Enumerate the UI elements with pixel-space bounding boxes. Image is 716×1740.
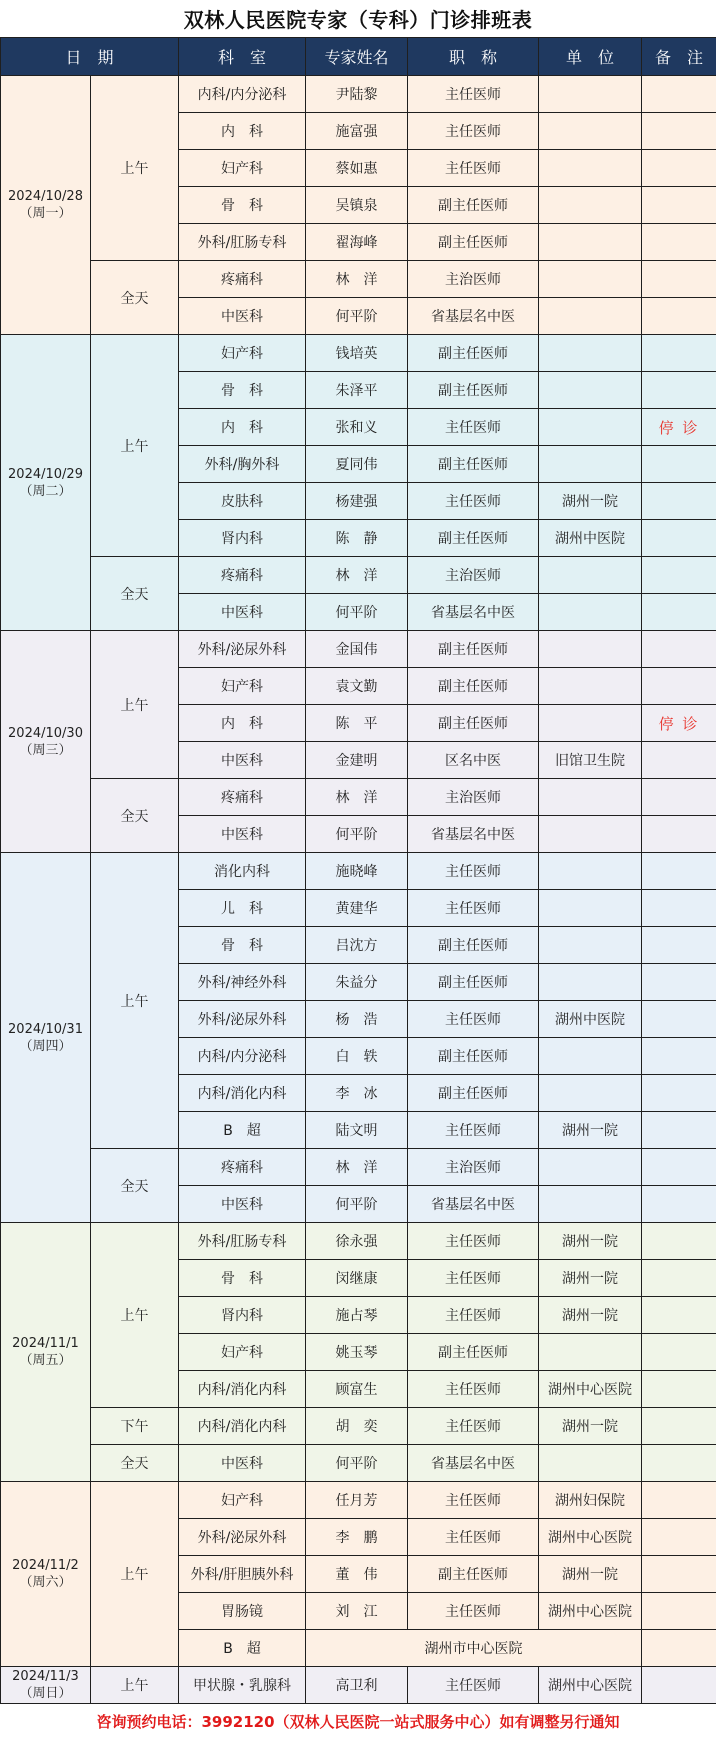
unit-cell: 湖州中心医院 <box>539 1371 642 1408</box>
title-cell: 省基层名中医 <box>408 298 539 335</box>
dept-cell: 儿 科 <box>179 890 306 927</box>
doctor-cell: 姚玉琴 <box>306 1334 408 1371</box>
period-cell: 上午 <box>91 631 179 779</box>
remark-cell <box>642 1297 716 1334</box>
title-cell: 省基层名中医 <box>408 594 539 631</box>
title-cell: 主任医师 <box>408 890 539 927</box>
title-cell: 主治医师 <box>408 1149 539 1186</box>
merged-info-cell: 湖州市中心医院 <box>306 1630 642 1667</box>
title-cell: 主任医师 <box>408 1482 539 1519</box>
weekday-text: （周六） <box>19 1575 72 1590</box>
unit-cell: 湖州一院 <box>539 1112 642 1149</box>
dept-cell: 妇产科 <box>179 1482 306 1519</box>
unit-cell <box>539 890 642 927</box>
title-cell: 副主任医师 <box>408 520 539 557</box>
date-cell <box>1 76 91 335</box>
dept-cell: 肾内科 <box>179 520 306 557</box>
remark-cell <box>642 853 716 890</box>
unit-cell: 湖州一院 <box>539 1556 642 1593</box>
unit-cell <box>539 594 642 631</box>
title-cell: 副主任医师 <box>408 927 539 964</box>
remark-cell: 停 诊 <box>642 409 716 446</box>
remark-cell <box>642 1593 716 1630</box>
dept-cell: 中医科 <box>179 298 306 335</box>
unit-cell <box>539 779 642 816</box>
title-cell: 主任医师 <box>408 150 539 187</box>
remark-cell <box>642 1334 716 1371</box>
title-cell: 副主任医师 <box>408 631 539 668</box>
title-cell: 主任医师 <box>408 76 539 113</box>
remark-cell <box>642 1408 716 1445</box>
table-row <box>1 1482 716 1519</box>
weekday-text: （周三） <box>19 742 72 758</box>
unit-cell <box>539 409 642 446</box>
unit-cell: 湖州一院 <box>539 483 642 520</box>
doctor-cell: 吴镇泉 <box>306 187 408 224</box>
page-title: 双林人民医院专家（专科）门诊排班表 <box>183 8 533 32</box>
remark-cell <box>642 1223 716 1260</box>
header-dept: 科 室 <box>179 38 306 76</box>
date-text: 2024/11/1 <box>12 1336 79 1351</box>
unit-cell <box>539 298 642 335</box>
title-cell: 主任医师 <box>408 853 539 890</box>
title-cell: 副主任医师 <box>408 224 539 261</box>
doctor-cell: 李 鹏 <box>306 1519 408 1556</box>
title-cell: 省基层名中医 <box>408 1186 539 1223</box>
date-text: 2024/11/2 <box>12 1558 79 1573</box>
doctor-cell: 何平阶 <box>306 298 408 335</box>
doctor-cell: 刘 江 <box>306 1593 408 1630</box>
period-cell: 上午 <box>91 853 179 1149</box>
doctor-cell: 何平阶 <box>306 594 408 631</box>
period-cell: 上午 <box>91 1482 179 1667</box>
remark-cell <box>642 816 716 853</box>
remark-cell <box>642 1149 716 1186</box>
dept-cell: 妇产科 <box>179 335 306 372</box>
title-cell: 主任医师 <box>408 1297 539 1334</box>
title-cell: 主治医师 <box>408 779 539 816</box>
doctor-cell: 袁文勤 <box>306 668 408 705</box>
doctor-cell: 高卫利 <box>306 1667 408 1704</box>
remark-cell <box>642 1445 716 1482</box>
unit-cell: 湖州妇保院 <box>539 1482 642 1519</box>
weekday-text: （周日） <box>19 1686 72 1701</box>
doctor-cell: 陆文明 <box>306 1112 408 1149</box>
header-doctor: 专家姓名 <box>306 38 408 76</box>
date-text: 2024/10/30 <box>8 725 83 741</box>
table-row <box>1 261 716 298</box>
dept-cell: 妇产科 <box>179 668 306 705</box>
table-row <box>1 1149 716 1186</box>
title-cell: 副主任医师 <box>408 335 539 372</box>
remark-cell <box>642 668 716 705</box>
title-cell: 主任医师 <box>408 113 539 150</box>
table-row <box>1 1408 716 1445</box>
table-row <box>1 1445 716 1482</box>
title-cell: 主任医师 <box>408 1260 539 1297</box>
title-cell: 省基层名中医 <box>408 816 539 853</box>
remark-cell <box>642 298 716 335</box>
doctor-cell: 金国伟 <box>306 631 408 668</box>
header-unit: 单 位 <box>539 38 642 76</box>
title-cell: 主任医师 <box>408 1593 539 1630</box>
table-row <box>1 557 716 594</box>
period-cell: 全天 <box>91 557 179 631</box>
doctor-cell: 蔡如惠 <box>306 150 408 187</box>
title-cell: 副主任医师 <box>408 1075 539 1112</box>
weekday-text: （周一） <box>19 206 72 221</box>
doctor-cell: 董 伟 <box>306 1556 408 1593</box>
doctor-cell: 何平阶 <box>306 1445 408 1482</box>
dept-cell: B 超 <box>179 1630 306 1667</box>
doctor-cell: 夏同伟 <box>306 446 408 483</box>
unit-cell <box>539 1149 642 1186</box>
dept-cell: 骨 科 <box>179 1260 306 1297</box>
table-row <box>1 1667 716 1704</box>
unit-cell <box>539 224 642 261</box>
doctor-cell: 林 洋 <box>306 261 408 298</box>
remark-cell <box>642 1038 716 1075</box>
weekday-text: （周四） <box>19 1038 72 1054</box>
unit-cell: 湖州一院 <box>539 1297 642 1334</box>
remark-cell <box>642 1001 716 1038</box>
title-cell: 主任医师 <box>408 1667 539 1704</box>
title-cell: 主任医师 <box>408 1519 539 1556</box>
dept-cell: 内科/消化内科 <box>179 1075 306 1112</box>
doctor-cell: 尹陆黎 <box>306 76 408 113</box>
remark-cell <box>642 557 716 594</box>
doctor-cell: 朱泽平 <box>306 372 408 409</box>
title-cell: 主任医师 <box>408 1371 539 1408</box>
table-row <box>1 1223 716 1260</box>
date-cell <box>1 335 91 631</box>
remark-cell <box>642 483 716 520</box>
remark-cell <box>642 594 716 631</box>
unit-cell <box>539 816 642 853</box>
doctor-cell: 吕沈方 <box>306 927 408 964</box>
unit-cell: 湖州中心医院 <box>539 1519 642 1556</box>
dept-cell: 妇产科 <box>179 150 306 187</box>
remark-cell <box>642 372 716 409</box>
unit-cell <box>539 1186 642 1223</box>
unit-cell <box>539 76 642 113</box>
title-cell: 副主任医师 <box>408 1334 539 1371</box>
title-cell: 副主任医师 <box>408 1038 539 1075</box>
dept-cell: 妇产科 <box>179 1334 306 1371</box>
period-cell: 全天 <box>91 1149 179 1223</box>
date-cell <box>1 853 91 1223</box>
remark-cell <box>642 187 716 224</box>
unit-cell <box>539 557 642 594</box>
dept-cell: 骨 科 <box>179 187 306 224</box>
doctor-cell: 陈 平 <box>306 705 408 742</box>
title-cell: 主任医师 <box>408 1112 539 1149</box>
schedule-table <box>0 37 716 1704</box>
unit-cell <box>539 927 642 964</box>
weekday-text: （周五） <box>19 1353 72 1368</box>
unit-cell <box>539 446 642 483</box>
remark-cell <box>642 1482 716 1519</box>
header-date: 日 期 <box>1 38 179 76</box>
unit-cell <box>539 150 642 187</box>
title-cell: 主任医师 <box>408 409 539 446</box>
doctor-cell: 胡 奕 <box>306 1408 408 1445</box>
remark-cell <box>642 1186 716 1223</box>
doctor-cell: 何平阶 <box>306 816 408 853</box>
title-cell: 副主任医师 <box>408 187 539 224</box>
schedule-body <box>1 76 716 1704</box>
doctor-cell: 何平阶 <box>306 1186 408 1223</box>
remark-cell <box>642 113 716 150</box>
doctor-cell: 朱益分 <box>306 964 408 1001</box>
remark-cell <box>642 1112 716 1149</box>
period-cell: 上午 <box>91 1667 179 1704</box>
title-cell: 主任医师 <box>408 1223 539 1260</box>
dept-cell: 疼痛科 <box>179 779 306 816</box>
header-title: 职 称 <box>408 38 539 76</box>
doctor-cell: 顾富生 <box>306 1371 408 1408</box>
period-cell: 下午 <box>91 1408 179 1445</box>
remark-cell: 停 诊 <box>642 705 716 742</box>
doctor-cell: 陈 静 <box>306 520 408 557</box>
header-row <box>1 38 716 76</box>
unit-cell <box>539 631 642 668</box>
unit-cell: 湖州中医院 <box>539 1001 642 1038</box>
title-cell: 副主任医师 <box>408 668 539 705</box>
dept-cell: 疼痛科 <box>179 261 306 298</box>
unit-cell: 湖州一院 <box>539 1408 642 1445</box>
remark-cell <box>642 1260 716 1297</box>
remark-cell <box>642 890 716 927</box>
dept-cell: 外科/肛肠专科 <box>179 1223 306 1260</box>
period-cell: 全天 <box>91 261 179 335</box>
date-cell <box>1 1223 91 1482</box>
title-cell: 副主任医师 <box>408 446 539 483</box>
doctor-cell: 金建明 <box>306 742 408 779</box>
remark-cell <box>642 150 716 187</box>
weekday-text: （周二） <box>19 483 72 499</box>
remark-cell <box>642 224 716 261</box>
dept-cell: 外科/泌尿外科 <box>179 1001 306 1038</box>
period-cell: 全天 <box>91 1445 179 1482</box>
dept-cell: 内科/内分泌科 <box>179 1038 306 1075</box>
remark-cell <box>642 1556 716 1593</box>
remark-cell <box>642 261 716 298</box>
dept-cell: 内 科 <box>179 705 306 742</box>
remark-cell <box>642 76 716 113</box>
doctor-cell: 杨建强 <box>306 483 408 520</box>
dept-cell: 中医科 <box>179 594 306 631</box>
doctor-cell: 任月芳 <box>306 1482 408 1519</box>
table-row <box>1 853 716 890</box>
remark-cell <box>642 1630 716 1667</box>
date-text: 2024/10/31 <box>8 1021 83 1037</box>
dept-cell: 外科/胸外科 <box>179 446 306 483</box>
date-text: 2024/11/3 <box>12 1669 79 1684</box>
header-remark: 备 注 <box>642 38 716 76</box>
doctor-cell: 林 洋 <box>306 557 408 594</box>
date-cell <box>1 1667 91 1704</box>
dept-cell: 外科/神经外科 <box>179 964 306 1001</box>
dept-cell: 疼痛科 <box>179 557 306 594</box>
remark-cell <box>642 446 716 483</box>
unit-cell <box>539 964 642 1001</box>
doctor-cell: 闵继康 <box>306 1260 408 1297</box>
doctor-cell: 杨 浩 <box>306 1001 408 1038</box>
dept-cell: 甲状腺・乳腺科 <box>179 1667 306 1704</box>
dept-cell: 皮肤科 <box>179 483 306 520</box>
doctor-cell: 翟海峰 <box>306 224 408 261</box>
remark-cell <box>642 964 716 1001</box>
doctor-cell: 钱培英 <box>306 335 408 372</box>
doctor-cell: 张和义 <box>306 409 408 446</box>
title-cell: 主治医师 <box>408 261 539 298</box>
remark-cell <box>642 742 716 779</box>
table-row <box>1 779 716 816</box>
dept-cell: 消化内科 <box>179 853 306 890</box>
unit-cell: 湖州一院 <box>539 1223 642 1260</box>
title-cell: 副主任医师 <box>408 1556 539 1593</box>
title-cell: 副主任医师 <box>408 705 539 742</box>
dept-cell: 内 科 <box>179 409 306 446</box>
date-text: 2024/10/29 <box>8 466 83 482</box>
dept-cell: 内科/内分泌科 <box>179 76 306 113</box>
unit-cell <box>539 187 642 224</box>
unit-cell: 湖州一院 <box>539 1260 642 1297</box>
unit-cell <box>539 113 642 150</box>
dept-cell: 骨 科 <box>179 372 306 409</box>
title-cell: 副主任医师 <box>408 964 539 1001</box>
doctor-cell: 徐永强 <box>306 1223 408 1260</box>
dept-cell: 骨 科 <box>179 927 306 964</box>
title-cell: 副主任医师 <box>408 372 539 409</box>
title-cell: 主任医师 <box>408 483 539 520</box>
date-text: 2024/10/28 <box>8 189 83 204</box>
period-cell: 全天 <box>91 779 179 853</box>
dept-cell: 中医科 <box>179 742 306 779</box>
dept-cell: 胃肠镜 <box>179 1593 306 1630</box>
dept-cell: 中医科 <box>179 1186 306 1223</box>
dept-cell: 肾内科 <box>179 1297 306 1334</box>
doctor-cell: 施富强 <box>306 113 408 150</box>
remark-cell <box>642 1371 716 1408</box>
doctor-cell: 施占琴 <box>306 1297 408 1334</box>
title-cell: 主治医师 <box>408 557 539 594</box>
dept-cell: 中医科 <box>179 1445 306 1482</box>
unit-cell <box>539 668 642 705</box>
doctor-cell: 林 洋 <box>306 779 408 816</box>
dept-cell: 内科/消化内科 <box>179 1408 306 1445</box>
dept-cell: 疼痛科 <box>179 1149 306 1186</box>
doctor-cell: 白 轶 <box>306 1038 408 1075</box>
date-cell <box>1 631 91 853</box>
doctor-cell: 黄建华 <box>306 890 408 927</box>
unit-cell <box>539 1038 642 1075</box>
dept-cell: 内科/消化内科 <box>179 1371 306 1408</box>
doctor-cell: 施晓峰 <box>306 853 408 890</box>
remark-cell <box>642 1075 716 1112</box>
unit-cell: 湖州中心医院 <box>539 1667 642 1704</box>
unit-cell <box>539 372 642 409</box>
unit-cell <box>539 1445 642 1482</box>
remark-cell <box>642 779 716 816</box>
doctor-cell: 李 冰 <box>306 1075 408 1112</box>
remark-cell <box>642 335 716 372</box>
dept-cell: 中医科 <box>179 816 306 853</box>
footer-notice: 咨询预约电话：3992120（双林人民医院一站式服务中心）如有调整另行通知 <box>96 1713 620 1731</box>
title-cell: 主任医师 <box>408 1408 539 1445</box>
unit-cell <box>539 705 642 742</box>
unit-cell <box>539 335 642 372</box>
table-row <box>1 631 716 668</box>
title-cell: 主任医师 <box>408 1001 539 1038</box>
remark-cell <box>642 1519 716 1556</box>
remark-cell <box>642 631 716 668</box>
dept-cell: 外科/泌尿外科 <box>179 1519 306 1556</box>
unit-cell: 湖州中心医院 <box>539 1593 642 1630</box>
period-cell: 上午 <box>91 76 179 261</box>
table-row <box>1 76 716 113</box>
unit-cell <box>539 261 642 298</box>
title-cell: 区名中医 <box>408 742 539 779</box>
unit-cell <box>539 1334 642 1371</box>
unit-cell: 旧馆卫生院 <box>539 742 642 779</box>
doctor-cell: 林 洋 <box>306 1149 408 1186</box>
date-cell <box>1 1482 91 1667</box>
dept-cell: 外科/泌尿外科 <box>179 631 306 668</box>
dept-cell: 外科/肝胆胰外科 <box>179 1556 306 1593</box>
dept-cell: B 超 <box>179 1112 306 1149</box>
title-cell: 省基层名中医 <box>408 1445 539 1482</box>
period-cell: 上午 <box>91 335 179 557</box>
unit-cell <box>539 853 642 890</box>
dept-cell: 内 科 <box>179 113 306 150</box>
remark-cell <box>642 1667 716 1704</box>
remark-cell <box>642 520 716 557</box>
unit-cell: 湖州中医院 <box>539 520 642 557</box>
remark-cell <box>642 927 716 964</box>
unit-cell <box>539 1075 642 1112</box>
period-cell: 上午 <box>91 1223 179 1408</box>
dept-cell: 外科/肛肠专科 <box>179 224 306 261</box>
table-row <box>1 335 716 372</box>
